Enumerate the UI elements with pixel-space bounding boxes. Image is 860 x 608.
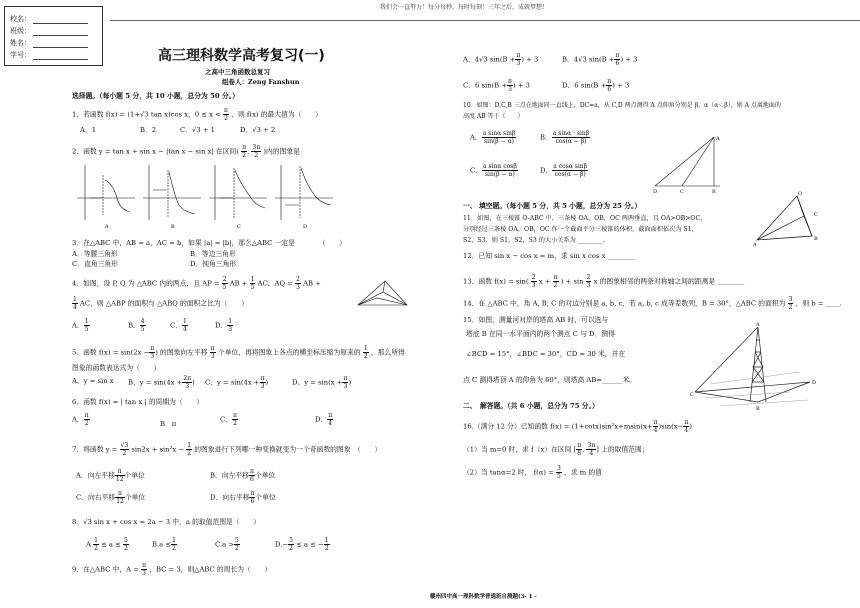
graph-label-c: C xyxy=(237,224,241,230)
q9-option-d[interactable]: D．6 sin(B + $\frac{\pi}{6}$ ) + 3 xyxy=(562,78,630,93)
q8-option-a[interactable]: A. $\frac{1}{2}$ ≤ a ≤ $\frac{5}{2}$ xyxy=(86,537,128,552)
svg-text:A: A xyxy=(753,242,757,248)
question-15-line2: 塔底 B 在同一水平面内的两个测点 C 与 D．测得 xyxy=(466,330,615,338)
page-footer: 赣州四中高一理科数学普通班自测题(3- 1 - xyxy=(430,594,537,600)
svg-text:B: B xyxy=(756,406,760,410)
svg-text:A: A xyxy=(716,136,720,142)
q7-option-c[interactable]: C．向右平移 $\frac{\pi}{12}$ 个单位 xyxy=(76,490,146,505)
q15-tower-figure xyxy=(690,322,820,410)
q7-option-d[interactable]: D．向右平移 $\frac{\pi}{6}$ 个单位 xyxy=(210,490,276,505)
svg-text:C: C xyxy=(814,212,818,218)
q8-option-c[interactable]: C.a > $\frac{5}{2}$ xyxy=(215,537,239,552)
question-15-line1: 15．如图，测量河对岸的塔高 AB 时，可以选与 xyxy=(463,316,609,324)
q10-figure xyxy=(652,132,732,194)
student-info-box xyxy=(4,6,103,66)
q4-option-b[interactable]: B． $\frac{4}{5}$ xyxy=(128,318,145,333)
q6-option-c[interactable]: C． $\frac{\pi}{2}$ xyxy=(220,412,237,427)
svg-text:D: D xyxy=(812,380,817,386)
question-13: 13．函数 f(x) = sin( $\frac{2}{3}$ x + $\frac{\pi}{2}$ ) + sin $\frac{2}{3}$ x 的图象相邻的两条对称轴之间的距离是 ________ xyxy=(463,274,745,289)
question-15-line3: ∠BCD = 15°，∠BDC = 30°，CD = 30 米，并在 xyxy=(466,350,626,358)
q8-option-b[interactable]: B.a ≤ $\frac{1}{2}$ xyxy=(152,537,176,552)
question-3: 3．在△ABC 中，AB = a，AC = b，如果 |a| = |b|，那么△ABC 一定是 （ ） xyxy=(72,239,346,247)
question-5-cont: 图象的函数表达式为（ ） xyxy=(72,364,161,372)
svg-text:O: O xyxy=(798,191,803,197)
q5-option-a[interactable]: A、y = sin x xyxy=(72,377,114,385)
q1-option-a[interactable]: A．1 xyxy=(80,126,97,134)
svg-text:B: B xyxy=(814,236,818,242)
q6-option-b[interactable]: B．π xyxy=(160,420,177,428)
question-10: 10．如图：D,C,B 三点在地面同一直线上，DC=a，从 C,D 两点测得 A 点仰角分别是 β，α（α＜β），则 A 点离地面的 xyxy=(463,102,781,109)
school-field[interactable]: 校名： xyxy=(10,15,88,24)
question-9: 9．在△ABC 中，A = $\frac{\pi}{3}$ ，BC = 3，则△ABC 的周长为（ ） xyxy=(72,562,272,577)
q7-option-a[interactable]: A．向左平移 $\frac{\pi}{12}$ 个单位 xyxy=(76,468,145,483)
question-4-cont: $\frac{1}{4}$ AC，则 △ABP 的面积与 △ABQ 的面积之比为（ ） xyxy=(73,296,248,311)
q1-option-b[interactable]: B．2 xyxy=(140,126,157,134)
graph-label-b: B xyxy=(171,224,175,230)
section-choice-heading: 选择题。（每小题 5 分，共 10 小题，总分为 50 分。） xyxy=(72,92,239,100)
q3-option-d[interactable]: D．钝角三角形 xyxy=(190,260,237,268)
q4-option-c[interactable]: C． $\frac{1}{4}$ xyxy=(170,318,187,333)
student-id-field[interactable]: 学号： xyxy=(10,51,88,60)
question-11-line1: 11．如图，在三棱锥 O-ABC 中，三条棱 OA，OB，OC 两两垂直，且 OA>OB>OC， xyxy=(463,215,707,222)
page-subtitle: 之高中三角函数总复习 xyxy=(205,68,270,76)
question-16-part2: （2）当 tanα=2 时， f(α) = $\frac{3}{5}$ ，求 m 的值 xyxy=(463,465,602,480)
q10-option-a[interactable]: A． $\frac{\text{a sinα sinβ}}{\sin(\beta - \alpha)}$ xyxy=(470,130,516,145)
question-5: 5．函数 f(x) = sin(2x − $\frac{\pi}{3}$ ) 的图象向左平移 $\frac{\pi}{3}$ 个单位，再将图象上各点的横坐标压缩为原来的 $\frac{1}{2}$ ，那么所得 xyxy=(72,345,405,360)
question-12: 12．已知 sin x − cos x = m，求 sin x cos x ________ xyxy=(463,252,635,260)
q1-option-c[interactable]: C．√3 + 1 xyxy=(180,126,215,134)
author: 组卷人：Zeng Fanshun xyxy=(222,78,300,86)
graph-label-d: D xyxy=(303,224,308,230)
q10-option-d[interactable]: D． $\frac{\text{a cosα sinβ}}{\cos(\alpha - \beta)}$ xyxy=(540,163,588,178)
q8-option-d[interactable]: D.− $\frac{5}{2}$ ≤ a ≤ − $\frac{1}{2}$ xyxy=(275,537,329,552)
q9-option-c[interactable]: C．6 sin(B + $\frac{\pi}{3}$ ) + 3 xyxy=(463,78,530,93)
q6-option-a[interactable]: A． $\frac{\pi}{2}$ xyxy=(72,412,89,427)
motto: 我们会一直努力！每分每秒、每时每刻！三年之后，成就梦想！ xyxy=(380,4,549,11)
question-8: 8．√3 sin x + cos x = 2a − 3 中，a 的取值范围是（ ） xyxy=(72,518,261,526)
question-11-line2: 分别经过三条棱 OA，OB，OC 作一个截面平分三棱锥的体积，截面面积依次为 S1， xyxy=(463,226,698,233)
question-7: 7．将函数 y = $\frac{√3}{2}$ sin2x + sin²x − $\frac{1}{2}$ 的图象进行下列哪一种变换就变为一个奇函数的图象 （ ） xyxy=(72,442,382,457)
q10-option-c[interactable]: C． $\frac{\text{a sinα cosβ}}{\sin(\beta - \alpha)}$ xyxy=(470,163,517,178)
question-16-part1: （1）当 m=0 时，求 f（x）在区间 [ $\frac{\pi}{8}$ , $\frac{3\pi}{4}$ ] 上的取值范围； xyxy=(463,442,649,457)
svg-text:D: D xyxy=(653,189,658,194)
question-2: 2．函数 y = tan x + sin x − |tan x − sin x| 在区间( $\frac{\pi}{2}$ , $\frac{3\pi}{2}$ )内的图象是 xyxy=(72,144,300,159)
svg-text:C: C xyxy=(690,392,694,398)
q10-option-b[interactable]: B． $\frac{\text{a sinα · sinβ}}{\cos(\alpha - \beta)}$ xyxy=(540,130,590,145)
q6-option-d[interactable]: D． $\frac{\pi}{4}$ xyxy=(315,412,333,427)
class-field[interactable]: 班级： xyxy=(10,27,88,36)
q1-option-d[interactable]: D．√3 + 2 xyxy=(240,126,276,134)
svg-text:B: B xyxy=(712,189,716,194)
q3-option-a[interactable]: A．等腰三角形 xyxy=(72,250,118,258)
q9-option-a[interactable]: A．4√3 sin(B + $\frac{\pi}{3}$ ) + 3 xyxy=(463,52,539,67)
svg-text:C: C xyxy=(680,189,684,194)
q5-option-b[interactable]: B、y = sin(4x + $\frac{2\pi}{3}$ ) xyxy=(128,375,195,390)
q4-option-d[interactable]: D． $\frac{1}{3}$ xyxy=(215,318,233,333)
header-rule xyxy=(110,20,860,21)
question-10-cont: 高度 AB 等于（ ） xyxy=(463,113,524,120)
section-fill-heading: 一、 填空题。（每小题 5 分，共 5 小题，总分为 25 分。） xyxy=(463,202,642,210)
question-11-line3: S2，S3，则 S1，S2，S3 的大小关系为 ________。 xyxy=(463,237,609,244)
question-14: 14．在 △ABC 中，角 A, B, C 的对边分别是 a, b, c，若 a, b, c 成等差数列，B = 30°，△ABC 的面积为 $\frac{3}{2}$ ，则 b = ____. xyxy=(463,296,842,311)
graph-label-a: A xyxy=(105,224,109,230)
q4-option-a[interactable]: A． $\frac{1}{5}$ xyxy=(72,318,89,333)
question-1: 1．若函数 f(x) = (1+√3 tan x)cos x，0 ≤ x < $\frac{\pi}{2}$ ，则 f(x) 的最大值为（ ） xyxy=(72,107,322,122)
section-answer-heading: 二、 解答题。（共 6 小题，总分为 75 分。） xyxy=(463,402,599,410)
q2-graphs xyxy=(75,160,355,230)
svg-text:A: A xyxy=(756,322,760,328)
q4-triangle-figure xyxy=(355,278,410,308)
question-6: 6．函数 f(x) = | tan x | 的周期为（ ） xyxy=(72,398,204,406)
page-title: 高三理科数学高考复习(一) xyxy=(158,48,325,64)
q3-option-c[interactable]: C．直角三角形 xyxy=(72,260,118,268)
name-field[interactable]: 姓名： xyxy=(10,39,88,48)
q5-option-d[interactable]: D、y = sin(x + $\frac{\pi}{3}$ ) xyxy=(292,375,352,390)
q5-option-c[interactable]: C、y = sin(4x + $\frac{\pi}{3}$ ) xyxy=(205,375,269,390)
q3-option-b[interactable]: B．等边三角形 xyxy=(190,250,236,258)
q7-option-b[interactable]: B．向左平移 $\frac{\pi}{6}$ 个单位 xyxy=(210,468,276,483)
q9-option-b[interactable]: B．4√3 sin(B + $\frac{\pi}{6}$ ) + 3 xyxy=(562,52,638,67)
question-15-line4: 点 C 测得塔顶 A 的仰角为 60°，则塔高 AB=______米。 xyxy=(463,376,637,384)
question-16: 16.（满分 12 分）已知函数 f(x) = (1+cotx)sin²x+msin(x+ $\frac{\pi}{4}$ )sin(x− $\frac{\pi}{4}$ ) xyxy=(463,419,692,434)
question-4: 4．如图，设 P, Q 为 △ABC 内的两点，且 AP = $\frac{2}{5}$ AB + $\frac{1}{5}$ AC，AQ = $\frac{2}{3}$ AB + xyxy=(72,276,321,291)
q11-tetrahedron-figure xyxy=(752,188,822,248)
